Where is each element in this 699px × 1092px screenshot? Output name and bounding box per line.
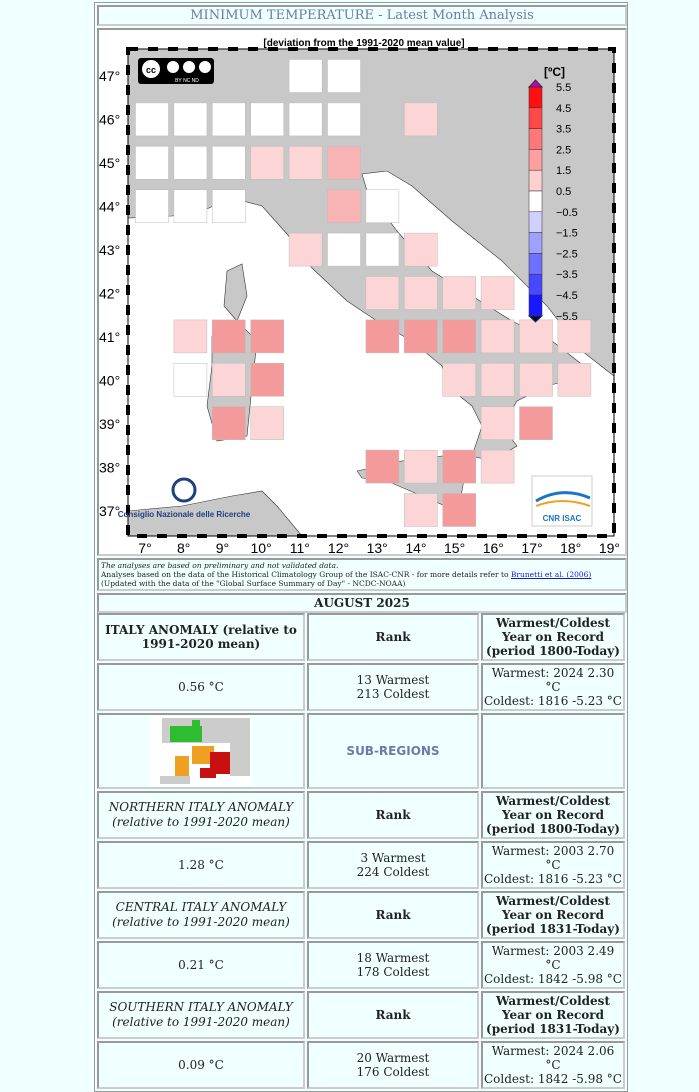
anomaly-value: 1.28 °C bbox=[97, 841, 305, 889]
svg-text:[ºC]: [ºC] bbox=[544, 65, 566, 79]
colorbar-tick: −2.5 bbox=[556, 248, 578, 261]
lon-label: 11° bbox=[289, 540, 310, 554]
map-caption: [deviation from the 1991-2020 mean value] bbox=[263, 38, 465, 49]
grid-cell bbox=[443, 494, 476, 527]
grid-cell bbox=[481, 363, 514, 396]
record-value: Warmest: 2024 2.06 °C Coldest: 1842 -5.98 °C bbox=[481, 1041, 625, 1089]
lon-label: 14° bbox=[405, 540, 427, 554]
grid-cell bbox=[212, 103, 245, 136]
grid-cell bbox=[136, 190, 169, 223]
lat-label: 37° bbox=[99, 503, 121, 519]
grid-cell bbox=[443, 363, 476, 396]
grid-cell bbox=[443, 277, 476, 310]
anomaly-value: 0.21 °C bbox=[97, 941, 305, 989]
record-header: Warmest/Coldest Year on Record (period 1800-Today) bbox=[481, 791, 625, 839]
rank-value: 3 Warmest 224 Coldest bbox=[307, 841, 479, 889]
lon-label: 19° bbox=[598, 540, 620, 554]
subregions-row bbox=[97, 713, 625, 789]
colorbar-tick: 4.5 bbox=[556, 102, 572, 115]
grid-cell bbox=[558, 363, 591, 396]
record-header: Warmest/Coldest Year on Record (period 1831-Today) bbox=[481, 891, 625, 939]
grid-cell bbox=[251, 103, 284, 136]
rank-header: Rank bbox=[307, 613, 479, 661]
grid-cell bbox=[136, 146, 169, 179]
cc-license-logo bbox=[138, 58, 214, 84]
lon-label: 16° bbox=[482, 540, 504, 554]
grid-cell bbox=[212, 320, 245, 353]
lon-label: 9° bbox=[215, 540, 230, 554]
grid-cell bbox=[328, 60, 361, 93]
grid-cell bbox=[251, 320, 284, 353]
grid-cell bbox=[443, 320, 476, 353]
grid-cell bbox=[481, 277, 514, 310]
svg-text:BY NC ND: BY NC ND bbox=[175, 78, 199, 84]
colorbar-tick: −5.5 bbox=[556, 310, 578, 323]
colorbar-tick: −3.5 bbox=[556, 269, 578, 282]
grid-cell bbox=[366, 277, 399, 310]
svg-text:cc: cc bbox=[145, 65, 157, 75]
grid-cell bbox=[174, 146, 207, 179]
grid-cell bbox=[174, 320, 207, 353]
grid-cell bbox=[404, 494, 437, 527]
colorbar-swatch bbox=[529, 274, 542, 295]
grid-cell bbox=[212, 407, 245, 440]
notes: The analyses are based on preliminary and not validated data. Analyses based on the data of the Historical Climatology Group of the ISAC-CNR - for more details refer to Brunetti et al. (2006) (Updated with the data of the "Global Surface Summary of Day" - NCDC-NOAA) bbox=[97, 558, 627, 591]
section-header-row bbox=[97, 891, 625, 939]
colorbar-swatch bbox=[529, 253, 542, 274]
lat-label: 44° bbox=[99, 198, 121, 215]
section-value-row bbox=[97, 663, 625, 711]
colorbar-swatch bbox=[529, 129, 542, 150]
page-container bbox=[94, 2, 628, 1092]
subregions-label[interactable]: SUB-REGIONS bbox=[307, 713, 479, 789]
grid-cell bbox=[481, 450, 514, 483]
grid-cell bbox=[212, 146, 245, 179]
lon-label: 8° bbox=[177, 540, 191, 554]
lat-label: 45° bbox=[99, 155, 121, 171]
section-header-row bbox=[97, 791, 625, 839]
lon-label: 10° bbox=[250, 540, 272, 554]
grid-cell bbox=[520, 363, 553, 396]
section-value-row bbox=[97, 841, 625, 889]
grid-cell bbox=[366, 190, 399, 223]
colorbar-tick: 2.5 bbox=[556, 144, 572, 157]
grid-cell bbox=[212, 190, 245, 223]
lon-label: 17° bbox=[521, 540, 543, 554]
lat-label: 43° bbox=[99, 242, 121, 258]
grid-cell bbox=[443, 450, 476, 483]
grid-cell bbox=[404, 233, 437, 266]
lat-label: 38° bbox=[99, 459, 121, 476]
subregions-map-thumbnail[interactable] bbox=[150, 716, 252, 786]
colorbar-tick: 3.5 bbox=[556, 123, 572, 136]
region-anomaly-header: SOUTHERN ITALY ANOMALY (relative to 1991-2020 mean) bbox=[97, 991, 305, 1039]
subregions-thumbnail-cell[interactable] bbox=[97, 713, 305, 789]
lon-label: 12° bbox=[327, 540, 350, 554]
grid-cell bbox=[481, 407, 514, 440]
rank-header: Rank bbox=[307, 991, 479, 1039]
colorbar-tick: −4.5 bbox=[556, 290, 578, 302]
lon-label: 7° bbox=[138, 540, 152, 554]
svg-text:CNR ISAC: CNR ISAC bbox=[542, 514, 582, 523]
grid-cell bbox=[212, 363, 245, 396]
colorbar-swatch bbox=[529, 191, 542, 212]
record-value: Warmest: 2024 2.30 °C Coldest: 1816 -5.23 °C bbox=[481, 663, 625, 711]
rank-value: 13 Warmest 213 Coldest bbox=[307, 663, 479, 711]
colorbar-swatch bbox=[529, 149, 542, 170]
svg-text:Consiglio Nazionale delle Rice: Consiglio Nazionale delle Ricerche bbox=[117, 510, 251, 519]
section-value-row bbox=[97, 941, 625, 989]
record-header: Warmest/Coldest Year on Record (period 1831-Today) bbox=[481, 991, 625, 1039]
colorbar-swatch bbox=[529, 108, 542, 129]
region-anomaly-header: CENTRAL ITALY ANOMALY (relative to 1991-2020 mean) bbox=[97, 891, 305, 939]
lat-label: 40° bbox=[99, 372, 121, 389]
empty-cell bbox=[481, 713, 625, 789]
colorbar-tick: 0.5 bbox=[556, 186, 572, 198]
grid-cell bbox=[174, 190, 207, 223]
grid-cell bbox=[289, 60, 322, 93]
lat-label: 46° bbox=[99, 111, 121, 128]
month-heading: AUGUST 2025 bbox=[97, 593, 627, 613]
lon-label: 15° bbox=[444, 540, 466, 554]
grid-cell bbox=[251, 363, 284, 396]
record-value: Warmest: 2003 2.49 °C Coldest: 1842 -5.98 °C bbox=[481, 941, 625, 989]
section-value-row bbox=[97, 1041, 625, 1089]
section-header-row bbox=[97, 991, 625, 1039]
grid-cell bbox=[558, 320, 591, 353]
region-anomaly-header: ITALY ANOMALY (relative to 1991-2020 mean) bbox=[97, 613, 305, 661]
lon-label: 13° bbox=[366, 540, 388, 554]
lat-label: 41° bbox=[99, 329, 121, 345]
record-header: Warmest/Coldest Year on Record (period 1800-Today) bbox=[481, 613, 625, 661]
grid-cell bbox=[404, 450, 437, 483]
grid-cell bbox=[251, 146, 284, 179]
grid-cell bbox=[404, 320, 437, 353]
grid-cell bbox=[289, 146, 322, 179]
grid-cell bbox=[136, 103, 169, 136]
colorbar-tick: 1.5 bbox=[556, 165, 572, 178]
colorbar-tick: −1.5 bbox=[556, 227, 578, 240]
rank-value: 18 Warmest 178 Coldest bbox=[307, 941, 479, 989]
map-cell bbox=[97, 28, 627, 556]
isac-logo bbox=[532, 476, 592, 526]
colorbar-swatch bbox=[529, 233, 542, 254]
page-title: MINIMUM TEMPERATURE - Latest Month Analysis bbox=[97, 5, 627, 26]
grid-cell bbox=[481, 320, 514, 353]
grid-cell bbox=[520, 407, 553, 440]
brunetti-link[interactable]: Brunetti et al. (2006) bbox=[510, 570, 592, 579]
grid-cell bbox=[328, 190, 361, 223]
section-header-row bbox=[97, 613, 625, 661]
colorbar-swatch bbox=[529, 87, 542, 108]
region-anomaly-header: NORTHERN ITALY ANOMALY (relative to 1991-2020 mean) bbox=[97, 791, 305, 839]
rank-header: Rank bbox=[307, 791, 479, 839]
rank-value: 20 Warmest 176 Coldest bbox=[307, 1041, 479, 1089]
lat-label: 39° bbox=[99, 416, 121, 432]
grid-cell bbox=[366, 450, 399, 483]
grid-cell bbox=[289, 103, 322, 136]
grid-cell bbox=[328, 146, 361, 179]
colorbar-tick: 5.5 bbox=[556, 82, 572, 94]
grid-cell bbox=[289, 233, 322, 266]
grid-cell bbox=[366, 233, 399, 266]
lat-label: 47° bbox=[99, 68, 121, 84]
grid-cell bbox=[404, 103, 437, 136]
colorbar-swatch bbox=[529, 295, 542, 316]
grid-cell bbox=[328, 103, 361, 136]
grid-cell bbox=[174, 363, 207, 396]
colorbar-tick: −0.5 bbox=[556, 206, 578, 219]
record-value: Warmest: 2003 2.70 °C Coldest: 1816 -5.23 °C bbox=[481, 841, 625, 889]
grid-cell bbox=[520, 320, 553, 353]
colorbar-swatch bbox=[529, 212, 542, 233]
grid-cell bbox=[251, 407, 284, 440]
rank-header: Rank bbox=[307, 891, 479, 939]
lat-label: 42° bbox=[99, 285, 121, 302]
grid-cell bbox=[366, 320, 399, 353]
grid-cell bbox=[404, 277, 437, 310]
grid-cell bbox=[328, 233, 361, 266]
lon-label: 18° bbox=[560, 540, 582, 554]
grid-cell bbox=[174, 103, 207, 136]
anomaly-value: 0.56 °C bbox=[97, 663, 305, 711]
colorbar-swatch bbox=[529, 170, 542, 191]
disclaimer: The analyses are based on preliminary and not validated data. bbox=[101, 561, 339, 570]
anomaly-value: 0.09 °C bbox=[97, 1041, 305, 1089]
anomaly-map bbox=[99, 30, 625, 554]
